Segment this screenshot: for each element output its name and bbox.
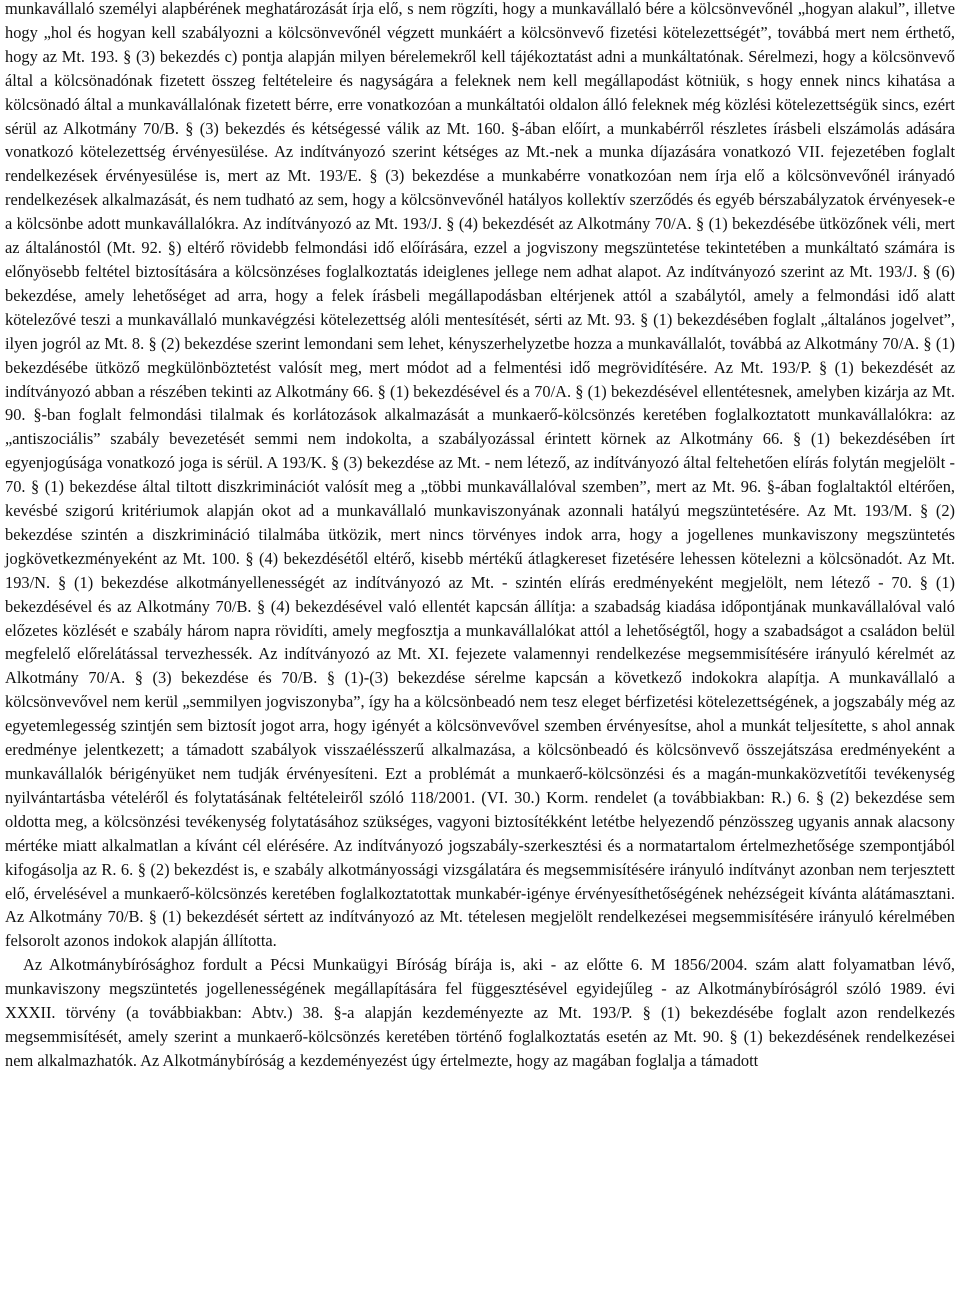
body-paragraph-1: munkavállaló személyi alapbérének meghatározását írja elő, s nem rögzíti, hogy a munkavállaló bére a kölcsönvevőnél „hogyan alakul”, illetve hogy „hol és hogyan kell szabályozni a kölcsönvevőnél végzett munkáért a kölcsönvevő fizetési kötelezettségét”, továbbá mert nem érthető, hogy az Mt. 193. § (3) bekezdés c) pontja alapján milyen bérelemekről kell tájékoztatást adni a munkáltatónak. Sérelmezi, hogy a kölcsönvevő által a kölcsönadónak fizetett összeg feltételeire és nagyságára a feleknek nem kell megállapodást kötniük, s hogy ennek nincs kihatása a kölcsönadó által a munkavállalónak fizetett bérre, erre vonatkozóan a munkáltatói oldalon álló feleknek még közlési kötelezettségük sincs, ezért sérül az Alkotmány 70/B. § (3) bekezdés és kétségessé válik az Mt. 160. §-ában előírt, a munkabérről részletes írásbeli elszámolás adására vonatkozó kötelezettség érvényesülése. Az indítványozó szerint kétséges az Mt.-nek a munka díjazására vonatkozó VII. fejezetében foglalt rendelkezések érvényesülése is, mert az Mt. 193/E. § (3) bekezdése a munkabérre vonatkozóan nem írja elő a kölcsönvevőnél irányadó rendelkezések alkalmazását, és nem tudható az sem, hogy a kölcsönvevőnél hatályos kollektív szerződés és egyéb bérszabályzatok érvényesek-e a kölcsönbe adott munkavállalókra. Az indítványozó az Mt. 193/J. § (4) bekezdését az Alkotmány 70/A. § (1) bekezdésébe ütközőnek véli, mert az általánostól (Mt. 92. §) eltérő rövidebb felmondási idő előírására, ezzel a jogviszony megszüntetése tekintetében a munkáltató számára is előnyösebb feltétel biztosítására a kölcsönzéses foglalkoztatás ideiglenes jellege nem adhat alapot. Az indítványozó szerint az Mt. 193/J. § (6) bekezdése, amely lehetőséget ad arra, hogy a felek írásbeli megállapodásban eltérjenek attól a szabálytól, amely a felmondási idő alatt kötelezővé teszi a munkavállaló munkavégzési kötelezettség alóli mentesítését, sérti az Mt. 93. § (1) bekezdésében foglalt „általános jogelvet”, ilyen jogról az Mt. 8. § (2) bekezdése szerint lemondani sem lehet, kényszerhelyzetbe hozza a munkavállalót, továbbá az Alkotmány 70/A. § (1) bekezdésébe ütköző megkülönböztetést valósít meg, mert módot ad a felmentési idő megrövidítésére. Az Mt. 193/P. § (1) bekezdését az indítványozó abban a részében tekinti az Alkotmány 66. § (1) bekezdésével és a 70/A. § (1) bekezdésével ellentétesnek, amelyben kizárja az Mt. 90. §-ban foglalt felmondási tilalmak és korlátozások alkalmazását a munkaerő-kölcsönzés keretében foglalkoztatott munkavállalókra: az „antiszociális” szabály bevezetését semmi nem indokolta, a szabályozással érintett körnek az Alkotmány 66. § (1) bekezdésében írt egyenjogúsága vonatkozó joga is sérül. A 193/K. § (3) bekezdése az Mt. - nem létező, az indítványozó által feltehetően elírás folytán megjelölt - 70. § (1) bekezdése által tiltott diszkriminációt valósít meg a „többi munkavállalóval szemben”, mert az Mt. 96. §-ában foglaltaktól eltérően, kevésbé szigorú kritériumok alapján okot ad a munkavállaló munkaviszonyának azonnali hatályú megszüntetésére. Az Mt. 193/M. § (2) bekezdése szintén a diszkrimináció tilalmába ütközik, mert nincs törvényes indok arra, hogy a jogellenes munkaviszony megszüntetés jogkövetkezményeként az Mt. 100. § (4) bekezdésétől eltérő, kisebb mértékű átlagkereset fizetésére lehessen kötelezni a kölcsönadót. Az Mt. 193/N. § (1) bekezdése alkotmányellenességét az indítványozó az Mt. - szintén elírás eredményeként megjelölt, nem létező - 70. § (1) bekezdésével és az Alkotmány 70/B. § (4) bekezdésével való ellentét kapcsán állítja: a szabadság kiadása időpontjának munkavállalóval való előzetes közlését e szabály három napra rövidíti, amely megfosztja a munkavállalókat attól a lehetőségtől, hogy a szabadságot a családon belül megfelelő előrelátással tervezhessék. Az indítványozó az Mt. XI. fejezete valamennyi rendelkezése megsemmisítésére irányuló kérelmét az Alkotmány 70/A. § (3) bekezdése és 70/B. § (1)-(3) bekezdése sérelme kapcsán a következő indokokra alapítja. A munkavállaló a kölcsönvevővel nem kerül „semmilyen jogviszonyba”, így ha a kölcsönbeadó nem tesz eleget bérfizetési kötelezettségének, a jogszabály még az egyetemlegesség szintjén sem biztosít jogot arra, hogy igényét a kölcsönvevővel szemben érvényesítse, ahol a munkát teljesítette, s ahol annak eredménye jelentkezett; a támadott szabályok visszaélésszerű alkalmazása, a kölcsönbeadó és kölcsönvevő összejátszása eredményeként a munkavállalók bérigényüket nem tudják érvényesíteni. Ezt a problémát a munkaerő-kölcsönzési és a magán-munkaközvetítői tevékenység nyilvántartásba vételéről és folytatásának feltételeiről szóló 118/2001. (VI. 30.) Korm. rendelet (a továbbiakban: R.) 6. § (2) bekezdése sem oldotta meg, a kölcsönzési tevékenység folytatásához szükséges, vagyoni biztosítékként letétbe helyezendő pénzösszeg ugyanis annak alacsony mértéke miatt alkalmatlan a kívánt cél elérésére. Az indítványozó jogszabály-szerkesztési és a normatartalom értelmezhetősége szempontjából kifogásolja az R. 6. § (2) bekezdést is, e szabály alkotmányossági vizsgálatára és megsemmisítésére irányuló indítványt azonban nem terjesztett elő, érvelésével a munkaerő-kölcsönzés keretében foglalkoztatottak munkabér-igénye érvényesíthetőségének nehézségeit kívánta alátámasztani. Az Alkotmány 70/B. § (1) bekezdését sértett az indítványozó az Mt. tételesen megjelölt rendelkezései megsemmisítésére irányuló kérelmében felsorolt azonos indokok alapján állította. <box>5 0 955 951</box>
body-paragraph-2: Az Alkotmánybírósághoz fordult a Pécsi Munkaügyi Bíróság bírája is, aki - az előtte 6. M 1856/2004. szám alatt folyamatban lévő, munkaviszony megszüntetés jogellenességének megállapítására fel függesztésével egyidejűleg - az Alkotmánybíróságról szóló 1989. évi XXXII. törvény (a továbbiakban: Abtv.) 38. §-a alapján kezdeményezte az Mt. 193/P. § (1) bekezdésébe foglalt azon rendelkezés megsemmisítését, amely szerint a munkaerő-kölcsönzés keretében történő foglalkoztatás esetén az Mt. 90. § (1) bekezdésének rendelkezései nem alkalmazhatók. Az Alkotmánybíróság a kezdeményezést úgy értelmezte, hogy az magában foglalja a támadott <box>5 955 955 1070</box>
